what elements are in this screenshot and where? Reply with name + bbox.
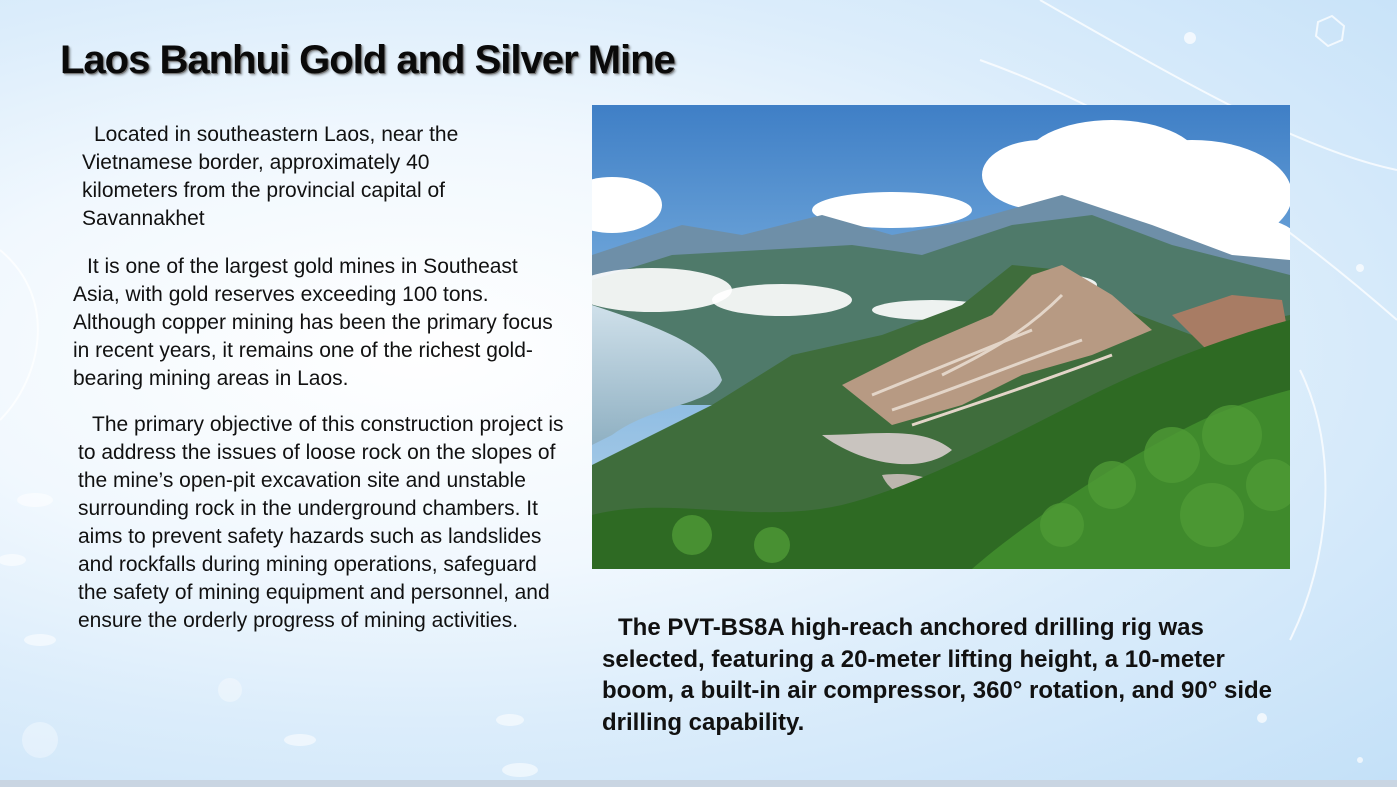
objective-paragraph: The primary objective of this construction project is to address the issues of loose rock on the slopes of the mine’s open-pit excavation site and unstable surrounding rock in the underground chambers. It aims to prevent safety hazards such as landslides and rockfalls during mining operations, safeguard the safety of mining equipment and personnel, and ensure the orderly progress of mining activities.	[78, 413, 564, 632]
reserves-paragraph: It is one of the largest gold mines in Southeast Asia, with gold reserves exceeding 100 tons. Although copper mining has been the primary focus in recent years, it remains one of the richest gold-bearing mining areas in Laos.	[73, 255, 553, 390]
mine-landscape-photo	[592, 105, 1290, 569]
page-title: Laos Banhui Gold and Silver Mine	[60, 38, 675, 82]
drilling-rig-caption: The PVT-BS8A high-reach anchored drilling rig was selected, featuring a 20-meter lifting height, a 10-meter boom, a built-in air compressor, 360° rotation, and 90° side drilling capability.	[602, 614, 1273, 736]
location-paragraph: Located in southeastern Laos, near the Vietnamese border, approximately 40 kilometers from the provincial capital of Savannakhet	[82, 123, 459, 230]
